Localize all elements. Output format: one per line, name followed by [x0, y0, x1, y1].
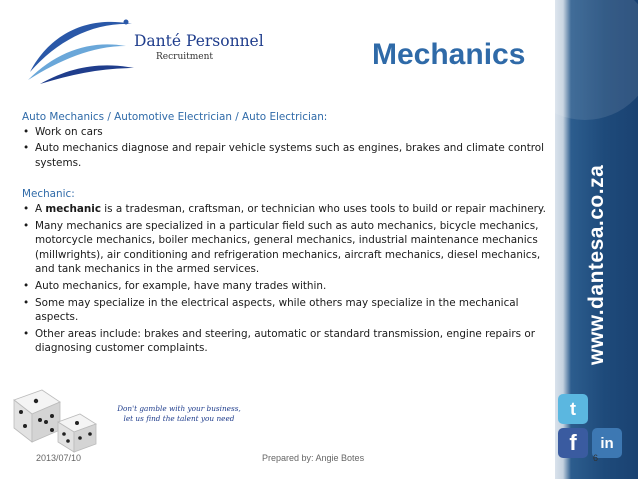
- bullet-item: • Work on cars: [22, 125, 550, 140]
- bullet-bold-term: mechanic: [45, 202, 101, 215]
- bullet-list-auto-mechanics: [22, 125, 550, 171]
- bullet-item: • Some may specialize in the electrical aspects, while others may specialize in the mechanical aspects.: [22, 296, 550, 325]
- linkedin-icon[interactable]: in: [592, 428, 622, 458]
- section-heading-auto-mechanics: Auto Mechanics / Automotive Electrician / Auto Electrician:: [22, 111, 328, 123]
- bullet-item: • Many mechanics are specialized in a particular field such as auto mechanics, bicycle mechanics, motorcycle mechanics, boiler mechanics, general mechanics, industrial maintenance mechanics (millwrights), air conditioning and refrigeration mechanics, aircraft mechanics, diesel mechanics, and tank mechanics in the armed services.: [22, 219, 550, 277]
- footer-prepared-by: Prepared by: Angie Botes: [262, 453, 365, 463]
- bullet-prefix: A: [35, 202, 46, 215]
- footer-date: 2013/07/10: [36, 453, 82, 463]
- slogan-line-1: Don't gamble with your business,: [117, 404, 241, 413]
- slogan-line-2: let us find the talent you need: [123, 414, 235, 423]
- bullet-item: [22, 202, 550, 217]
- logo-name: Danté Personnel: [134, 32, 264, 50]
- logo-swoosh-icon: [22, 10, 232, 92]
- section-heading-mechanic: Mechanic:: [22, 188, 75, 201]
- twitter-icon[interactable]: t: [558, 394, 588, 424]
- bullet-item: • Auto mechanics diagnose and repair vehicle systems such as engines, brakes and climate control systems.: [22, 141, 550, 170]
- slogan: [104, 404, 254, 424]
- bullet-item: • Auto mechanics, for example, have many trades within.: [22, 279, 550, 294]
- facebook-icon[interactable]: f: [558, 428, 588, 458]
- bullet-list-mechanic: [22, 202, 550, 356]
- logo-subtitle: Recruitment: [156, 52, 214, 62]
- company-logo: [22, 10, 264, 92]
- website-url[interactable]: www.dantesa.co.za: [585, 164, 608, 366]
- bullet-suffix: is a tradesman, craftsman, or technician who uses tools to build or repair machinery.: [100, 202, 546, 215]
- slide-body: [22, 110, 550, 358]
- page-number: 6: [593, 453, 599, 463]
- bullet-item: • Other areas include: brakes and steering, automatic or standard transmission, engine repairs or diagnosing customer complaints.: [22, 327, 550, 356]
- dice-icon: [8, 386, 103, 456]
- slide-title: Mechanics: [372, 38, 526, 71]
